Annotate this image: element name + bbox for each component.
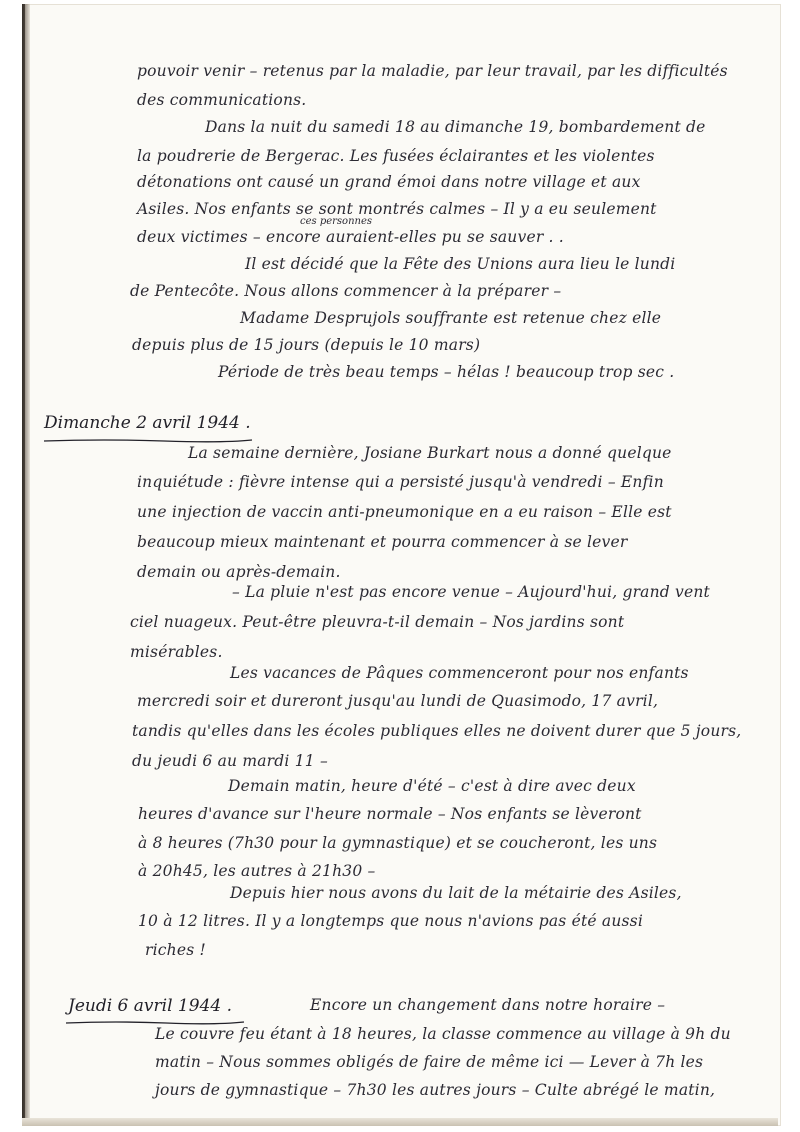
text-line: La semaine dernière, Josiane Burkart nous a donné quelque [188, 444, 672, 462]
text-line: Asiles. Nos enfants se sont montrés calmes – Il y a eu seulement [137, 200, 657, 218]
text-line: matin – Nous sommes obligés de faire de même ici — Lever à 7h les [155, 1053, 704, 1071]
text-line: du jeudi 6 au mardi 11 – [132, 752, 328, 770]
notebook-spine [22, 4, 30, 1126]
text-line: misérables. [130, 643, 223, 661]
text-line: – La pluie n'est pas encore venue – Aujourd'hui, grand vent [232, 583, 710, 601]
text-line: Le couvre feu étant à 18 heures, la classe commence au village à 9h du [155, 1025, 731, 1043]
text-line: détonations ont causé un grand émoi dans notre village et aux [137, 173, 641, 191]
text-line: beaucoup mieux maintenant et pourra commencer à se lever [137, 533, 628, 551]
text-line: Demain matin, heure d'été – c'est à dire avec deux [228, 777, 636, 795]
text-line: inquiétude : fièvre intense qui a persisté jusqu'à vendredi – Enfin [137, 473, 664, 491]
text-line: de Pentecôte. Nous allons commencer à la préparer – [130, 282, 562, 300]
text-line: Encore un changement dans notre horaire – [310, 996, 666, 1014]
page-bottom-edge [22, 1118, 778, 1126]
text-line: jours de gymnastique – 7h30 les autres jours – Culte abrégé le matin, [155, 1081, 716, 1099]
text-line: 10 à 12 litres. Il y a longtemps que nous n'avions pas été aussi [138, 912, 643, 930]
text-line: depuis plus de 15 jours (depuis le 10 mars) [132, 336, 481, 354]
text-line: deux victimes – encore auraient-elles pu se sauver . . [137, 228, 564, 246]
text-line: pouvoir venir – retenus par la maladie, par leur travail, par les difficultés [137, 62, 728, 80]
text-line: une injection de vaccin anti-pneumonique en a eu raison – Elle est [137, 503, 672, 521]
text-line: riches ! [145, 941, 206, 959]
text-line: ciel nuageux. Peut-être pleuvra-t-il demain – Nos jardins sont [130, 613, 625, 631]
entry-date: Dimanche 2 avril 1944 . [44, 413, 251, 433]
text-line: Depuis hier nous avons du lait de la métairie des Asiles, [230, 884, 682, 902]
text-line: demain ou après-demain. [137, 563, 341, 581]
interlinear-note: ces personnes [300, 216, 373, 227]
text-line: à 8 heures (7h30 pour la gymnastique) et se coucheront, les uns [138, 834, 658, 852]
text-line: des communications. [137, 91, 307, 109]
text-line: à 20h45, les autres à 21h30 – [138, 862, 376, 880]
text-line: Dans la nuit du samedi 18 au dimanche 19, bombardement de [205, 118, 706, 136]
text-line: Il est décidé que la Fête des Unions aura lieu le lundi [245, 255, 676, 273]
text-line: Période de très beau temps – hélas ! beaucoup trop sec . [218, 363, 675, 381]
entry-date: Jeudi 6 avril 1944 . [68, 996, 232, 1016]
text-line: mercredi soir et dureront jusqu'au lundi de Quasimodo, 17 avril, [137, 692, 659, 710]
text-line: la poudrerie de Bergerac. Les fusées éclairantes et les violentes [137, 147, 655, 165]
text-line: Les vacances de Pâques commenceront pour nos enfants [230, 664, 689, 682]
text-line: tandis qu'elles dans les écoles publiques elles ne doivent durer que 5 jours, [132, 722, 742, 740]
text-line: heures d'avance sur l'heure normale – Nos enfants se lèveront [138, 805, 642, 823]
text-line: Madame Desprujols souffrante est retenue chez elle [240, 309, 662, 327]
